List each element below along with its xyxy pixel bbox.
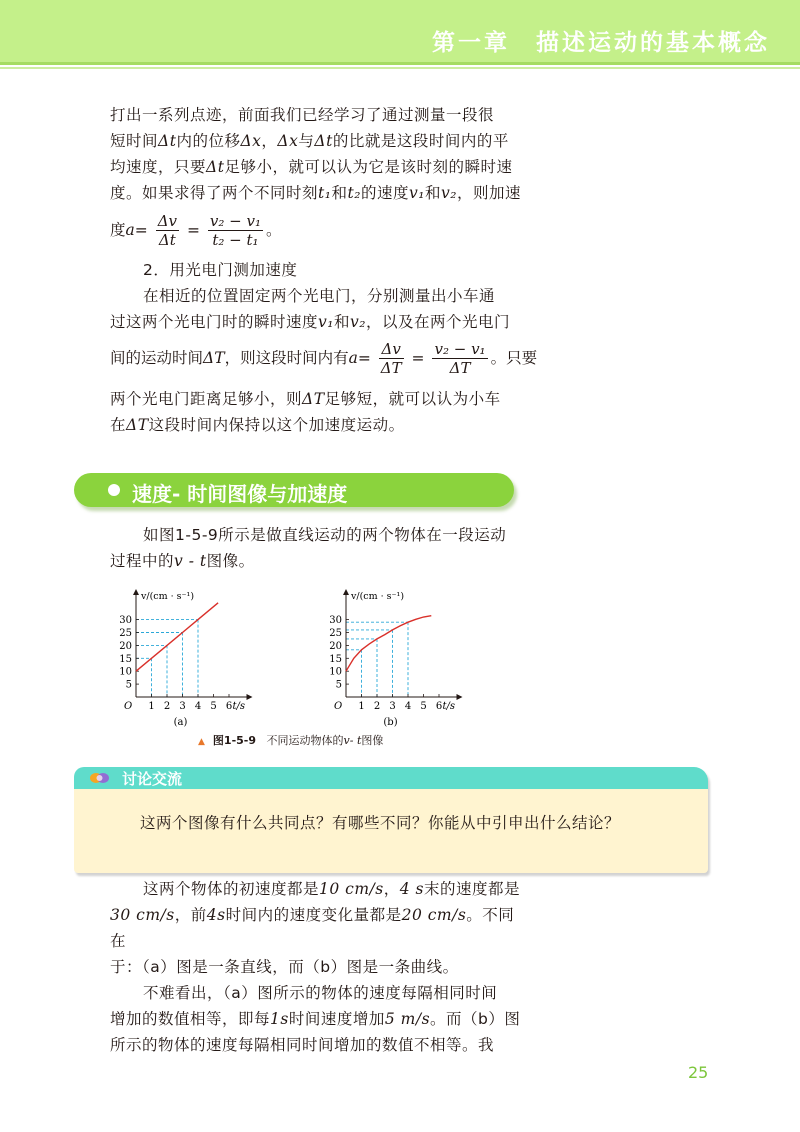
section-title: 速度- 时间图像与加速度 <box>132 482 348 506</box>
y-tick-label: 5 <box>335 679 342 691</box>
x-tick-label: 1 <box>148 701 155 712</box>
chapter-title: 第一章 描述运动的基本概念 <box>432 30 770 56</box>
x-tick-label: 5 <box>420 701 427 712</box>
series-line-b <box>346 616 431 672</box>
figure-caption: ▲ 图1-5-9 不同运动物体的v- t图像 <box>198 734 384 747</box>
y-axis-arrow <box>133 589 139 595</box>
y-tick-label: 30 <box>329 615 342 627</box>
y-tick-label: 20 <box>329 640 342 652</box>
x-tick-label: 6 <box>225 701 233 712</box>
y-tick-label: 10 <box>329 666 342 678</box>
x-tick-label: 2 <box>163 701 171 712</box>
y-tick-label: 30 <box>119 615 132 627</box>
origin-label: O <box>334 701 343 712</box>
chapter-header <box>0 0 800 62</box>
x-tick-label: 5 <box>210 701 217 712</box>
y-tick-label: 15 <box>329 653 342 665</box>
method-paragraph: 2．用光电门测加速度 在相近的位置固定两个光电门，分别测量出小车通 过这两个光电门时的瞬时速度v₁和v₂，以及在两个光电门 <box>110 261 511 331</box>
discussion-title: 讨论交流 <box>122 770 183 788</box>
y-tick-label: 25 <box>119 628 132 639</box>
x-tick-label: 3 <box>179 701 186 712</box>
y-axis-label: v/(cm · s⁻¹) <box>141 591 195 602</box>
header-rule-thin <box>0 67 800 69</box>
y-axis-label: v/(cm · s⁻¹) <box>351 591 405 602</box>
y-tick-label: 20 <box>119 640 132 652</box>
vt-chart-a <box>110 585 270 730</box>
triangle-icon: ▲ <box>198 737 205 747</box>
x-axis-arrow <box>247 694 253 700</box>
section-heading-bar <box>74 473 514 507</box>
series-line-a <box>136 603 218 671</box>
x-tick-label: 4 <box>194 701 202 712</box>
y-tick-label: 25 <box>329 628 342 639</box>
panel-label: (a) <box>173 717 188 728</box>
method-heading: 2．用光电门测加速度 <box>143 261 298 279</box>
conclusion-paragraph: 这两个物体的初速度都是10 cm/s，4 s末的速度都是 30 cm/s，前4s时间内的速度变化量都是20 cm/s。不同在 于：（a）图是一条直线，而（b）图是一条曲线。 不难看出，（a）图所示的物体的速度每隔相同时间 增加的数值相等，即每1s时间速度增加5 m/s。而（b）图 所示的物体的速度每隔相同时间增加的数值不相等。我 <box>110 880 521 1054</box>
y-tick-label: 5 <box>125 679 132 691</box>
x-tick-label: 6 <box>435 701 443 712</box>
discussion-icon <box>88 770 112 786</box>
x-axis-label: t/s <box>442 701 456 712</box>
page-number: 25 <box>688 1063 709 1082</box>
y-axis-arrow <box>343 589 349 595</box>
origin-label: O <box>124 701 133 712</box>
x-tick-label: 3 <box>389 701 396 712</box>
y-tick-label: 10 <box>119 666 132 678</box>
x-tick-label: 2 <box>373 701 381 712</box>
panel-label: (b) <box>383 717 398 728</box>
acceleration-formula: 度a= $\frac{\Delta v}{\Delta t}$ = $\frac{\text{v₂ − v₁}}{\text{t₂ − t₁}}$ 。 <box>110 212 282 249</box>
discussion-question: 这两个图像有什么共同点？有哪些不同？你能从中引申出什么结论？ <box>140 814 621 832</box>
x-tick-label: 1 <box>358 701 365 712</box>
figure-intro: 如图1-5-9所示是做直线运动的两个物体在一段运动 过程中的v - t图像。 <box>110 526 507 570</box>
discussion-box <box>74 767 708 873</box>
header-rule <box>0 62 800 65</box>
x-tick-label: 4 <box>404 701 412 712</box>
intro-paragraph: 打出一系列点迹，前面我们已经学习了通过测量一段很 短时间Δt内的位移Δx，Δx与Δt的比就是这段时间内的平 均速度，只要Δt足够小，就可以认为它是该时刻的瞬时速 度。如果求得了两个不同时刻t₁和t₂的速度v₁和v₂，则加速 <box>110 106 521 202</box>
x-axis-label: t/s <box>232 701 246 712</box>
method-paragraph-end: 两个光电门距离足够小，则ΔT足够短，就可以认为小车 在ΔT这段时间内保持以这个加速度运动。 <box>110 390 501 434</box>
bullet-dot-icon <box>108 484 120 496</box>
x-axis-arrow <box>457 694 463 700</box>
photogate-formula: 间的运动时间ΔT，则这段时间内有a= $\frac{\Delta v}{\Delta T}$ = $\frac{\text{v₂ − v₁}}{\Delta T}$ 。只要 <box>110 340 538 377</box>
vt-chart-b <box>320 585 480 730</box>
y-tick-label: 15 <box>119 653 132 665</box>
